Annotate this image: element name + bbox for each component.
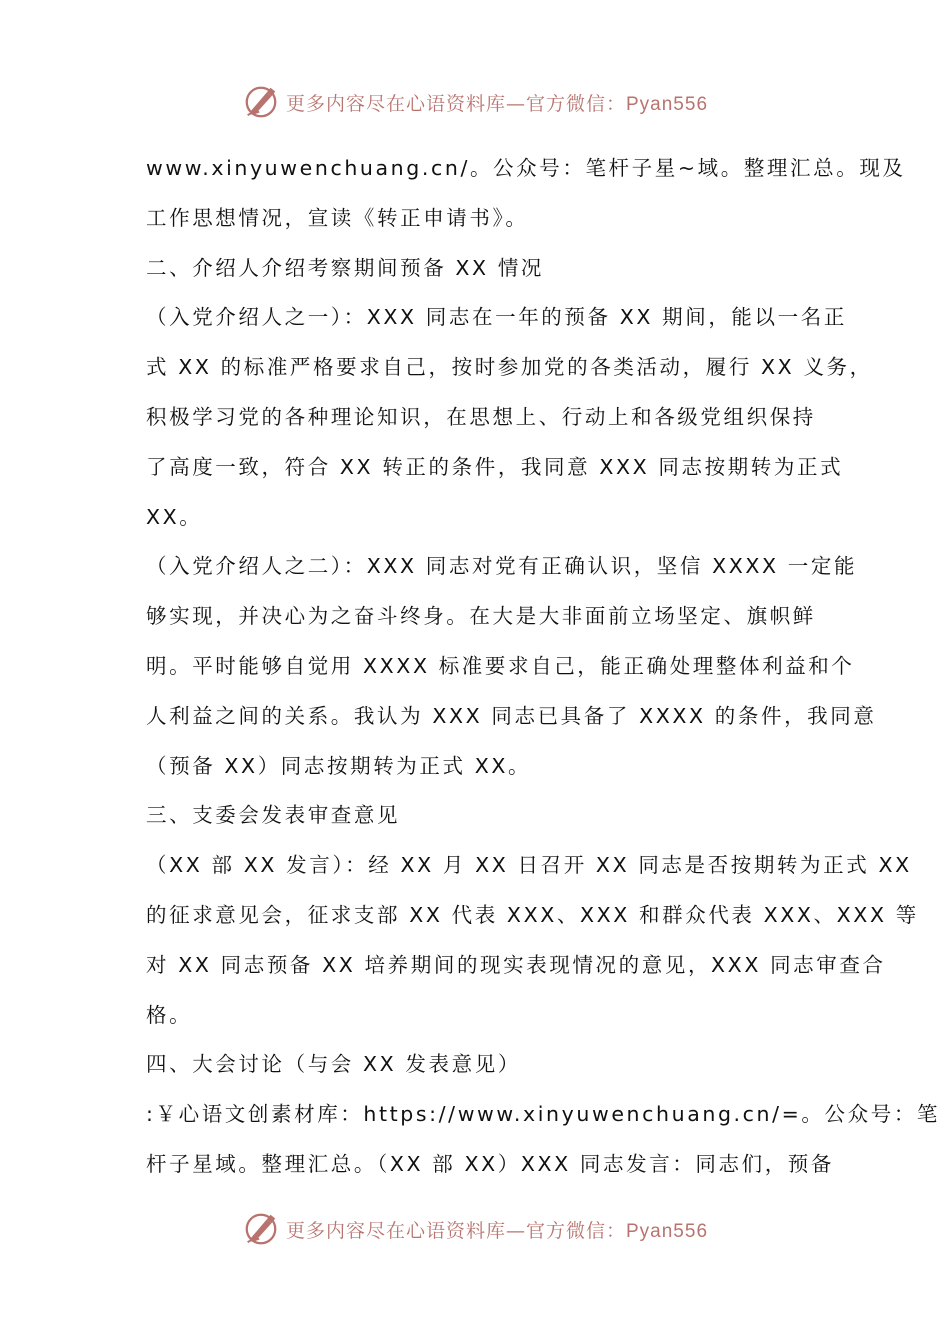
section-heading-2: 二、介绍人介绍考察期间预备 XX 情况 xyxy=(146,255,545,280)
pen-nib-icon xyxy=(242,1210,280,1248)
body-line: www.xinyuwenchuang.cn/。公众号：笔杆子星~域。整理汇总。现及 xyxy=(146,156,906,180)
body-line: 式 XX 的标准严格要求自己，按时参加党的各类活动，履行 XX 义务， xyxy=(146,355,873,380)
body-line: （XX 部 XX 发言）：经 XX 月 XX 日召开 XX 同志是否按期转为正式 XX xyxy=(146,853,912,878)
body-line: 够实现，并决心为之奋斗终身。在大是大非面前立场坚定、旗帜鲜 xyxy=(146,604,816,629)
body-line: 人利益之间的关系。我认为 XXX 同志已具备了 XXXX 的条件，我同意 xyxy=(146,703,877,728)
section-heading-3: 三、支委会发表审查意见 xyxy=(146,803,401,828)
body-line: （入党介绍人之一）：XXX 同志在一年的预备 XX 期间，能以一名正 xyxy=(146,305,847,330)
pen-nib-icon xyxy=(242,83,280,121)
body-line: 格。 xyxy=(146,1002,193,1027)
watermark-wechat-id: Pyan556 xyxy=(626,1220,709,1242)
watermark-text xyxy=(286,1216,708,1243)
watermark-label: 更多内容尽在心语资料库—官方微信： xyxy=(285,1219,626,1242)
watermark-label: 更多内容尽在心语资料库—官方微信： xyxy=(285,92,626,115)
body-line: 明。平时能够自觉用 XXXX 标准要求自己，能正确处理整体利益和个 xyxy=(146,653,855,678)
body-line: 的征求意见会，征求支部 XX 代表 XXX、XXX 和群众代表 XXX、XXX 等 xyxy=(146,902,919,927)
section-heading-4: 四、大会讨论（与会 XX 发表意见） xyxy=(146,1052,521,1077)
header-watermark xyxy=(0,80,950,124)
body-line: XX。 xyxy=(146,504,203,529)
body-line: 积极学习党的各种理论知识，在思想上、行动上和各级党组织保持 xyxy=(146,404,816,429)
document-body xyxy=(146,144,941,1190)
watermark-text xyxy=(286,89,708,116)
body-line: 工作思想情况，宣读《转正申请书》。 xyxy=(146,205,529,230)
watermark-wechat-id: Pyan556 xyxy=(626,93,709,115)
body-line: :￥心语文创素材库：https://www.xinyuwenchuang.cn/=。公众号：笔 xyxy=(146,1102,941,1127)
body-line: 杆子星域。整理汇总。（XX 部 XX）XXX 同志发言：同志们，预备 xyxy=(146,1151,835,1176)
body-line: （预备 XX）同志按期转为正式 XX。 xyxy=(146,753,532,778)
footer-watermark xyxy=(0,1207,950,1251)
body-line: 对 XX 同志预备 XX 培养期间的现实表现情况的意见，XXX 同志审查合 xyxy=(146,952,886,977)
body-line: （入党介绍人之二）：XXX 同志对党有正确认识，坚信 XXXX 一定能 xyxy=(146,554,858,579)
body-line: 了高度一致，符合 XX 转正的条件，我同意 XXX 同志按期转为正式 xyxy=(146,454,844,479)
